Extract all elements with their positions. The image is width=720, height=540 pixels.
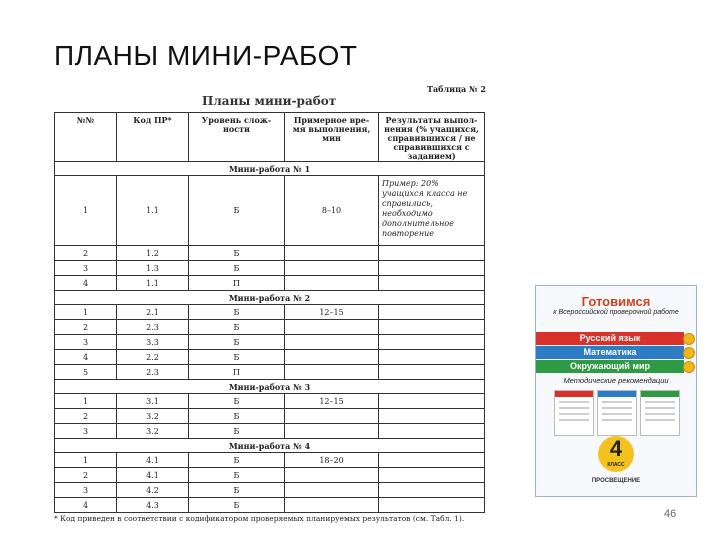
table-cell: 3.2 [117, 424, 189, 439]
table-cell: Б [189, 394, 285, 409]
table-cell: 3.2 [117, 409, 189, 424]
table-row [55, 335, 485, 350]
book-subtitle: к Всероссийской проверочной работе [553, 309, 679, 316]
column-header: Результаты выпол-нения (% учащихся, справившихся / не справившихся с заданием) [379, 113, 485, 162]
table-cell: 1.1 [117, 176, 189, 246]
table-cell [379, 409, 485, 424]
table-cell [379, 350, 485, 365]
table-cell: Б [189, 483, 285, 498]
table-cell: Б [189, 246, 285, 261]
table-title: Планы мини-работ [202, 94, 337, 108]
table-cell: 1 [55, 305, 117, 320]
table-cell: 4 [55, 498, 117, 513]
table-cell [379, 365, 485, 380]
table-cell: Б [189, 409, 285, 424]
mini-works-table [54, 112, 485, 513]
table-cell: 1.2 [117, 246, 189, 261]
table-cell [285, 424, 379, 439]
table-cell: 1 [55, 176, 117, 246]
table-row [55, 350, 485, 365]
subject-band-world: Окружающий мир [536, 360, 684, 373]
table-row [55, 305, 485, 320]
medal-icon [683, 347, 695, 359]
table-cell [285, 320, 379, 335]
table-cell: 4 [55, 276, 117, 291]
section-title: Мини-работа № 2 [55, 291, 485, 305]
table-cell: 5 [55, 365, 117, 380]
table-row [55, 176, 485, 246]
table-cell: 4.1 [117, 468, 189, 483]
table-cell [285, 365, 379, 380]
table-cell: 1.3 [117, 261, 189, 276]
table-cell: 2 [55, 320, 117, 335]
section-title: Мини-работа № 4 [55, 439, 485, 453]
table-cell [285, 276, 379, 291]
table-cell: Б [189, 305, 285, 320]
table-cell [285, 335, 379, 350]
section-title: Мини-работа № 3 [55, 380, 485, 394]
table-cell: 8–10 [285, 176, 379, 246]
table-cell [379, 246, 485, 261]
slide-title: ПЛАНЫ МИНИ-РАБОТ [54, 40, 358, 71]
table-row [55, 468, 485, 483]
table-cell [285, 350, 379, 365]
column-header: Примерное вре-мя выполнения, мин [285, 113, 379, 162]
grade-label: КЛАСС [607, 462, 625, 468]
table-cell: 3.1 [117, 394, 189, 409]
table-cell: 3 [55, 261, 117, 276]
table-cell [285, 498, 379, 513]
table-cell: 4.2 [117, 483, 189, 498]
table-cell: 4.3 [117, 498, 189, 513]
table-cell [379, 468, 485, 483]
table-number: Таблица № 2 [427, 84, 486, 94]
table-cell: Б [189, 320, 285, 335]
book-cover [535, 285, 697, 497]
subject-band-math: Математика [536, 346, 684, 359]
table-cell: Б [189, 424, 285, 439]
table-cell [379, 483, 485, 498]
table-cell [379, 335, 485, 350]
table-row [55, 483, 485, 498]
table-cell: Б [189, 453, 285, 468]
column-header: Уровень слож-ности [189, 113, 285, 162]
table-cell: 3.3 [117, 335, 189, 350]
mini-book-thumbnail [554, 390, 594, 436]
table-row [55, 261, 485, 276]
table-row [55, 276, 485, 291]
table-cell: П [189, 276, 285, 291]
table-cell: 1 [55, 394, 117, 409]
book-method: Методические рекомендации [563, 376, 669, 385]
table-cell: П [189, 365, 285, 380]
table-row [55, 246, 485, 261]
table-cell [285, 261, 379, 276]
table-cell: 2.3 [117, 320, 189, 335]
table-row [55, 453, 485, 468]
table-cell [379, 453, 485, 468]
table-cell [379, 498, 485, 513]
publisher-logo: ПРОСВЕЩЕНИЕ [591, 478, 641, 484]
subject-band-russian: Русский язык [536, 332, 684, 345]
mini-book-thumbnail [640, 390, 680, 436]
example-note: Пример: 20% учащихся класса не справились, необходимо дополнительное повторение [379, 176, 485, 246]
table-cell: 1 [55, 453, 117, 468]
table-cell: 18–20 [285, 453, 379, 468]
table-cell: 2.1 [117, 305, 189, 320]
table-row [55, 365, 485, 380]
table-cell: Б [189, 261, 285, 276]
table-cell: 2 [55, 468, 117, 483]
table-cell: 2 [55, 246, 117, 261]
table-cell [285, 409, 379, 424]
table-row [55, 498, 485, 513]
table-header-row [55, 113, 485, 162]
table-cell: 4 [55, 350, 117, 365]
table-cell: 12–15 [285, 394, 379, 409]
table-cell [379, 320, 485, 335]
book-title: Готовимся [581, 294, 651, 309]
table-cell [285, 483, 379, 498]
table-cell: 2.3 [117, 365, 189, 380]
table-row [55, 320, 485, 335]
column-header: Код ПР* [117, 113, 189, 162]
grade-number: 4 [609, 436, 623, 461]
table-cell: 4.1 [117, 453, 189, 468]
table-row [55, 409, 485, 424]
table-cell [379, 394, 485, 409]
table-cell: 3 [55, 335, 117, 350]
table-cell: Б [189, 350, 285, 365]
grade-badge [598, 436, 634, 472]
table-cell [379, 305, 485, 320]
table-cell [379, 261, 485, 276]
column-header: №№ [55, 113, 117, 162]
table-cell: Б [189, 335, 285, 350]
table-cell: 3 [55, 424, 117, 439]
section-title: Мини-работа № 1 [55, 162, 485, 176]
table-cell: Б [189, 498, 285, 513]
page-number: 46 [664, 508, 677, 520]
table-cell [285, 468, 379, 483]
mini-book-thumbnail [597, 390, 637, 436]
footnote: * Код приведен в соответствии с кодификатором проверяемых планируемых результатов (см. Табл. 1). [54, 514, 465, 523]
scanned-document [52, 82, 494, 534]
medal-icon [683, 361, 695, 373]
table-cell: 2.2 [117, 350, 189, 365]
table-cell: 12–15 [285, 305, 379, 320]
table-cell [285, 246, 379, 261]
table-row [55, 424, 485, 439]
table-cell: Б [189, 468, 285, 483]
table-cell [379, 424, 485, 439]
table-cell: 3 [55, 483, 117, 498]
table-cell [379, 276, 485, 291]
table-cell: 1.1 [117, 276, 189, 291]
table-cell: Б [189, 176, 285, 246]
medal-icon [683, 333, 695, 345]
table-cell: 2 [55, 409, 117, 424]
table-row [55, 394, 485, 409]
